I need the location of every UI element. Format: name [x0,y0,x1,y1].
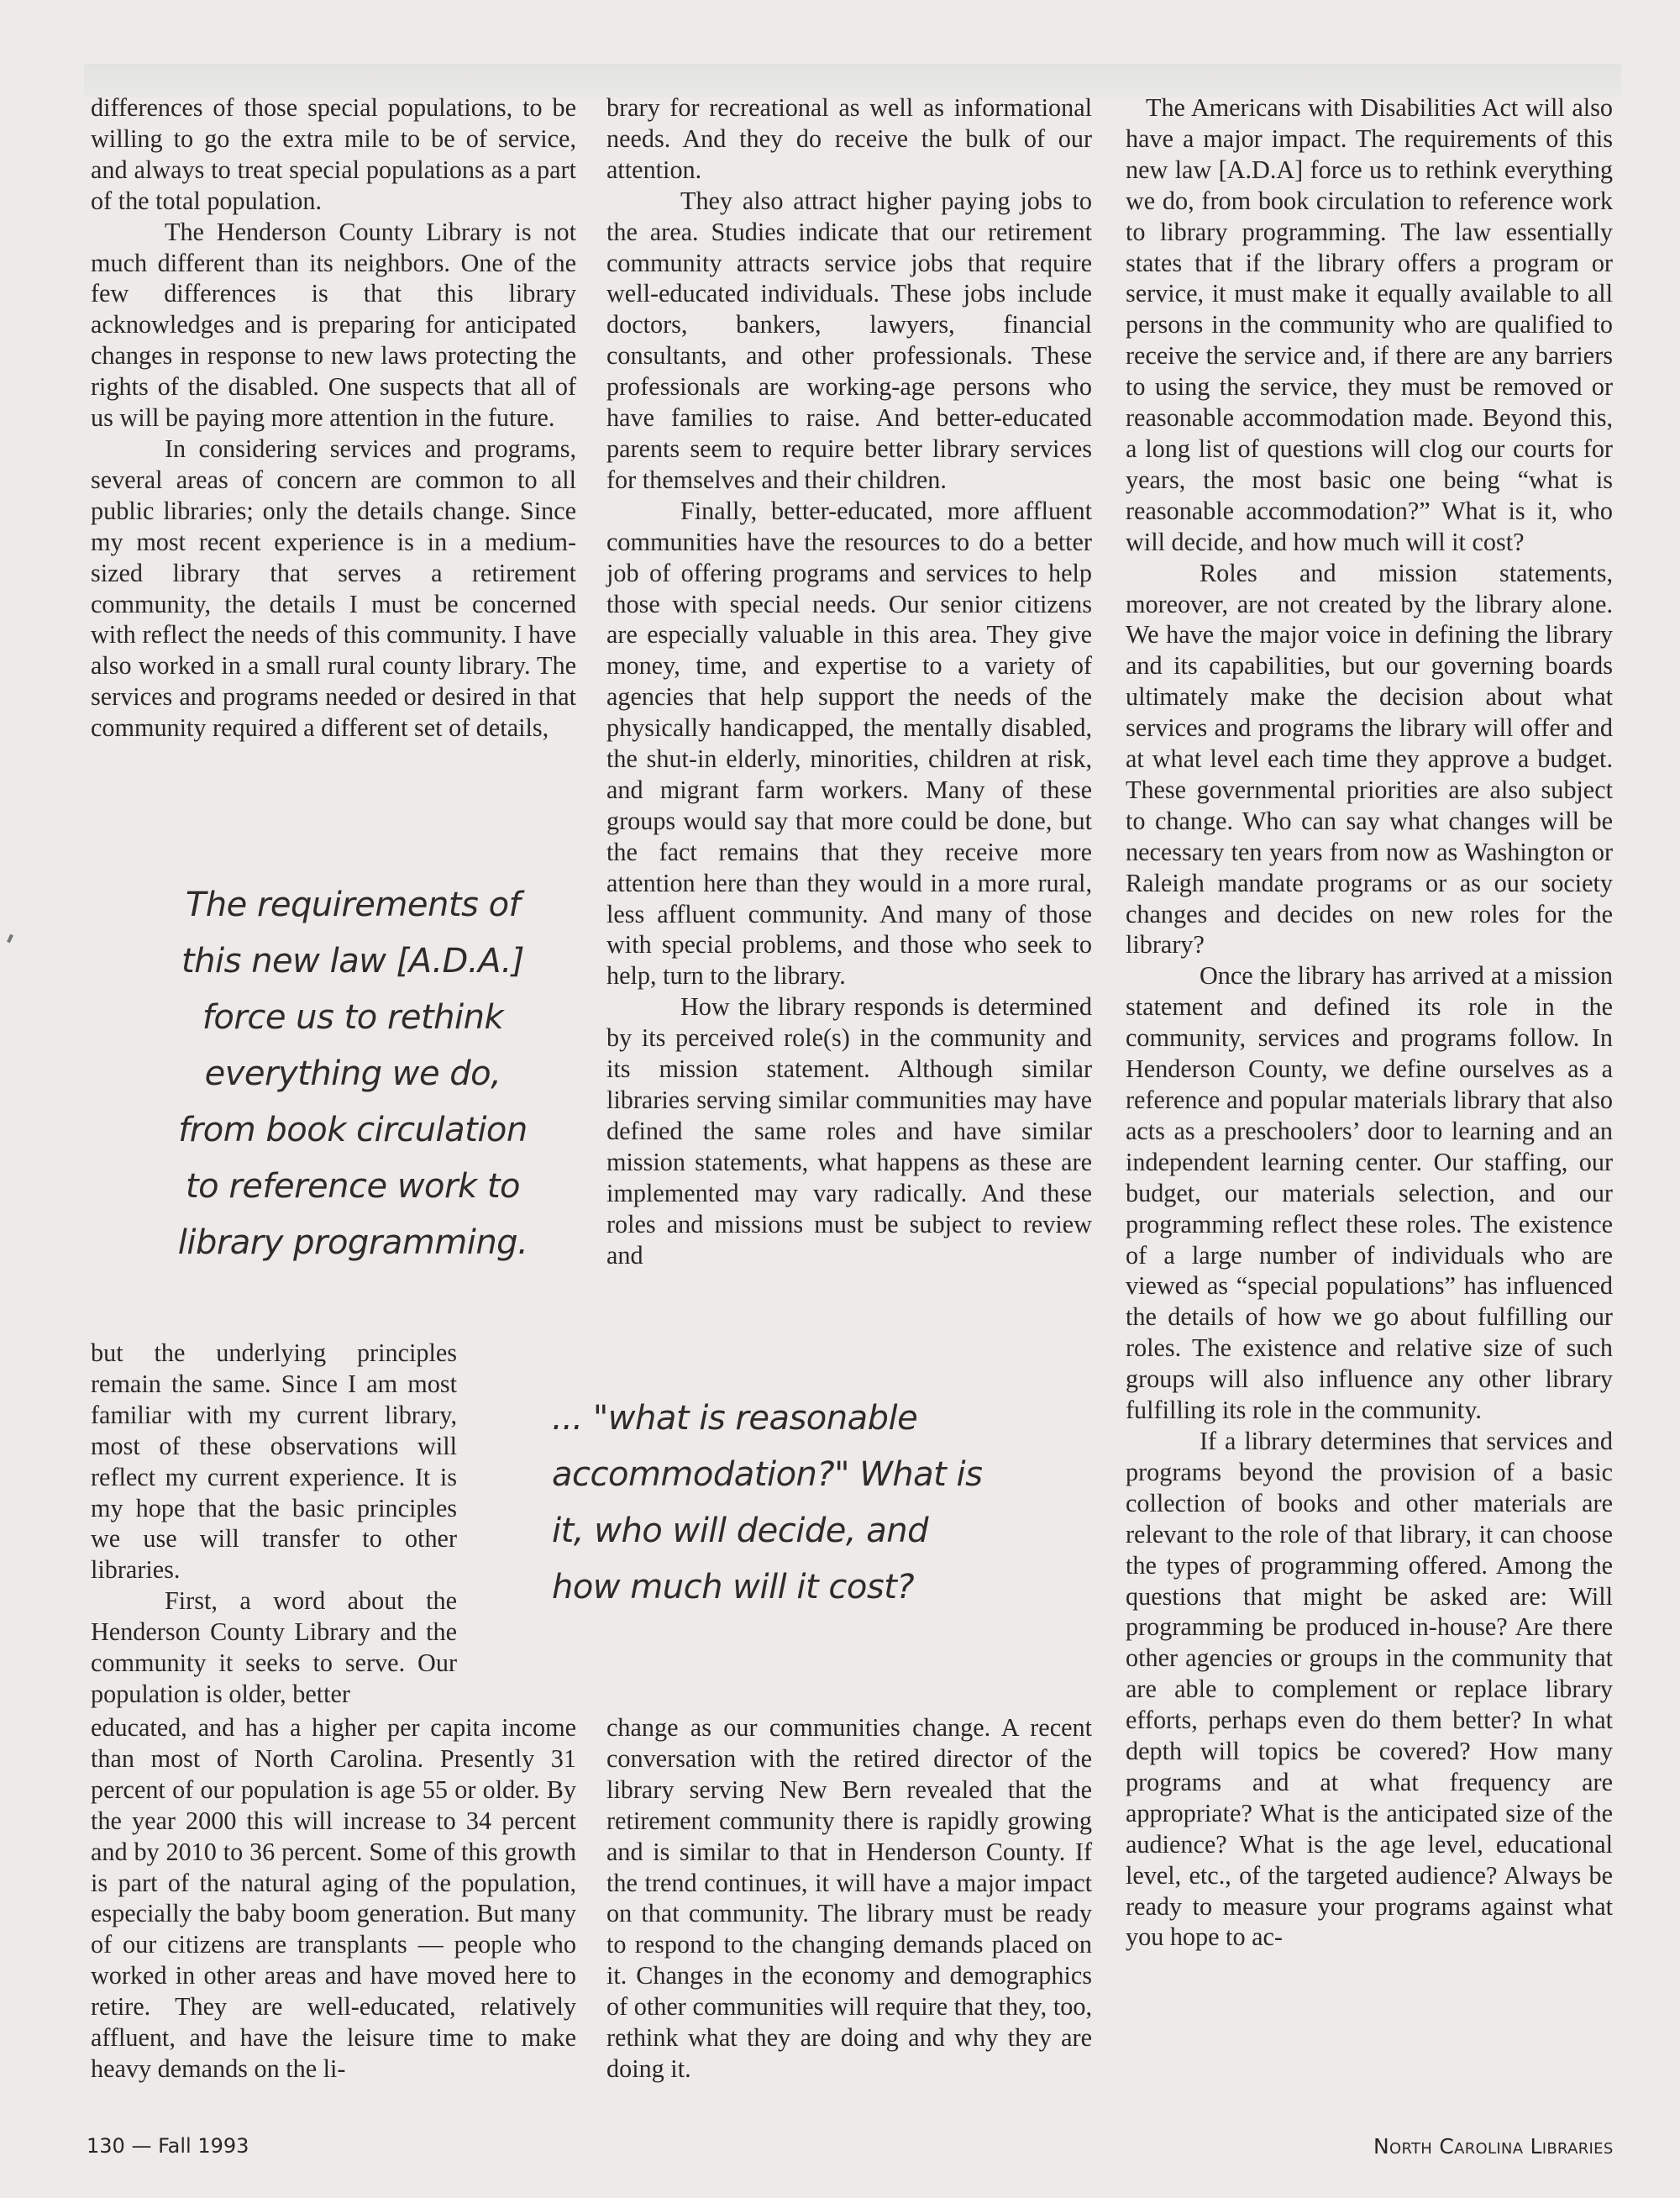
paragraph: differences of those special populations, to be willing to go the extra mile to be of service, and always to treat special populations as a part of the total population. [91,93,576,215]
column-2-bottom [606,1712,1092,2085]
pull-quote-line: The requirements of [185,886,521,924]
paragraph: Finally, better-educated, more affluent communities have the resources to do a better job of offering programs and services to help those with special needs. Our senior citizens are especially valuable in this area. They give money, time, and expertise to a variety of agencies that help support the needs of the physically handicapped, the mentally disabled, the shut-in elderly, minorities, children at risk, and migrant farm workers. Many of these groups would say that more could be done, but the fact remains that they receive more attention here than they would in a more rural, less affluent community. And many of those with special problems, and those who seek to help, turn to the library. [606,496,1092,991]
pull-quote-line: to reference work to [185,1167,520,1206]
column-2-top [606,92,1092,1270]
pull-quote-line: from book circulation [178,1111,528,1149]
pull-quote-line: accommodation?" What is [552,1455,983,1494]
paragraph: The Americans with Disabilities Act will also have a major impact. The requirements of this new law [A.D.A] force us to rethink everything we do, from book circulation to reference work to library programming. The law essentially states that if the library offers a program or service, it must make it equally available to all persons in the community who are qualified to receive the service and, if there are any barriers to using the service, they must be removed or reasonable accommodation made. Beyond this, a long list of questions will clog our courts for years, the most basic one being “what is reasonable accommodation?” What is it, who will decide, and how much will it cost? [1126,93,1613,556]
paragraph: Roles and mission statements, moreover, are not created by the library alone. We have the major voice in defining the library and its capabilities, but our governing boards ultimately make the decision about what services and programs the library will offer and at what level each time they approve a budget. These governmental priorities are also subject to change. Who can say what changes will be necessary ten years from now as Washington or Raleigh mandate programs or as our society changes and decides on new roles for the library? [1126,558,1613,960]
paragraph: educated, and has a higher per capita income than most of North Carolina. Presently 31 percent of our population is age 55 or older. By the year 2000 this will increase to 34 percent and by 2010 to 36 percent. Some of this growth is part of the natural aging of the population, especially the baby boom generation. But many of our citizens are transplants — people who worked in other areas and have moved here to retire. They are well-educated, relatively affluent, and have the leisure time to make heavy demands on the li- [91,1713,576,2083]
pull-quote-line: this new law [A.D.A.] [181,942,524,981]
pull-quote-line: library programming. [177,1223,528,1262]
paragraph: First, a word about the Henderson County Library and the community it seeks to serve. Our population is older, better [91,1586,457,1708]
column-1-top [91,92,576,744]
pull-quote-line: how much will it cost? [552,1568,915,1606]
publication-name: North Carolina Libraries [1373,2134,1614,2159]
column-1-bottom [91,1712,576,2085]
paragraph: brary for recreational as well as informational needs. And they do receive the bulk of our attention. [606,93,1092,184]
pull-quote-ada [118,877,588,1271]
pull-quote-accommodation [552,1391,1089,1616]
paragraph: In considering services and programs, several areas of concern are common to all public libraries; only the details change. Since my most recent experience is in a medium-sized library that serves a retirement community, the details I must be concerned with reflect the needs of this community. I have also worked in a small rural county library. The services and programs needed or desired in that community required a different set of details, [91,434,576,743]
pull-quote-line: it, who will decide, and [552,1512,929,1550]
paragraph: change as our communities change. A recent conversation with the retired director of the library serving New Bern revealed that the retirement community there is rapidly growing and is similar to that in Henderson County. If the trend continues, it will have a major impact on that community. The library must be ready to respond to the changing demands placed on it. Changes in the economy and demographics of other communities will require that they, too, rethink what they are doing and why they are doing it. [606,1713,1092,2083]
column-1-middle [91,1338,457,1710]
paragraph: Once the library has arrived at a mission statement and defined its role in the community, services and programs follow. In Henderson County, we define ourselves as a reference and popular materials library that also acts as a preschoolers’ door to learning and an independent learning center. Our staffing, our budget, our materials selection, and our programming reflect these roles. The existence of a large number of individuals who are viewed as “special populations” has influenced the details of how we go about fulfilling our roles. The existence and relative size of such groups will also influence any other library fulfilling its role in the community. [1126,961,1613,1425]
scan-artifact-mark [7,934,13,944]
column-3 [1126,92,1613,1953]
paragraph: but the underlying principles remain the same. Since I am most familiar with my current library, most of these observations will reflect my current experience. It is my hope that the basic principles we use will transfer to other libraries. [91,1338,457,1585]
paragraph: The Henderson County Library is not much different than its neighbors. One of the few differences is that this library acknowledges and is preparing for anticipated changes in response to new laws protecting the rights of the disabled. One suspects that all of us will be paying more attention in the future. [91,217,576,433]
paragraph: They also attract higher paying jobs to the area. Studies indicate that our retirement community attracts service jobs that require well-educated individuals. These jobs include doctors, bankers, lawyers, financial consultants, and other professionals. These professionals are working-age persons who have families to raise. And better-educated parents seem to require better library services for themselves and their children. [606,186,1092,494]
pull-quote-line: ... "what is reasonable [552,1399,918,1438]
pull-quote-line: force us to rethink [202,998,504,1037]
paragraph: If a library determines that services and programs beyond the provision of a basic collection of books and other materials are relevant to the role of that library, it can choose the types of programming offered. Among the questions that might be asked are: Will programming be produced in-house? Are there other agencies or groups in the community that are able to complement or replace library efforts, perhaps even do them better? In what depth will topics be covered? How many programs and at what frequency are appropriate? What is the anticipated size of the audience? What is the age level, educational level, etc., of the targeted audience? Always be ready to measure your programs against what you hope to ac- [1126,1426,1613,1952]
page-number-issue: 130 — Fall 1993 [87,2134,249,2158]
paragraph: How the library responds is determined by its perceived role(s) in the community and its mission statement. Although similar libraries serving similar communities may have defined the same roles and have similar mission statements, what happens as these are implemented may vary radically. And these roles and missions must be subject to review and [606,992,1092,1270]
pull-quote-line: everything we do, [204,1054,501,1093]
